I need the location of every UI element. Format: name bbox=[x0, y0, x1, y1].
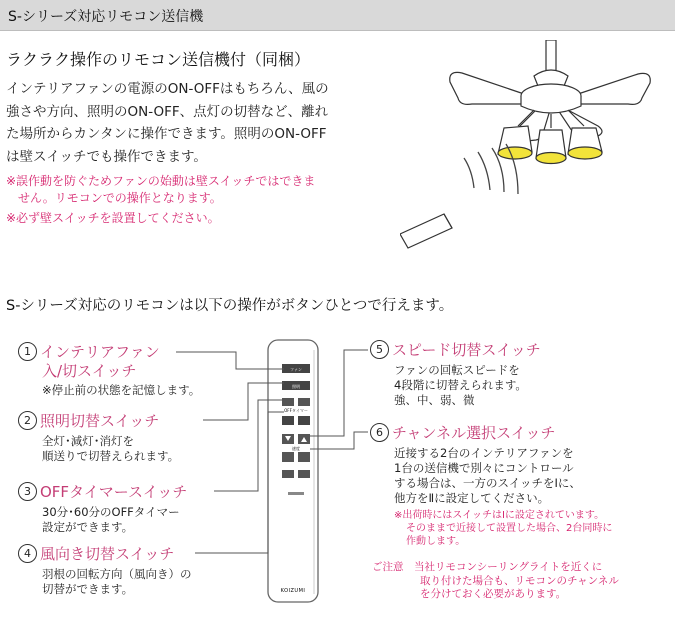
callout-light-switch bbox=[18, 411, 179, 464]
callout-desc: 30分･60分のOFFタイマー bbox=[42, 505, 180, 519]
section-heading: S-シリーズ対応のリモコンは以下の操作がボタンひとつで行えます。 bbox=[6, 298, 454, 314]
callout-desc: 4段階に切替えられます。 bbox=[394, 378, 527, 392]
callout-title: 入/切スイッチ bbox=[42, 362, 137, 380]
callout-desc: 順送りで切替えられます。 bbox=[42, 449, 180, 463]
caution-line: を分けておく必要があります。 bbox=[420, 588, 567, 600]
callout-note: 作動します。 bbox=[406, 536, 466, 547]
callout-title: チャンネル選択スイッチ bbox=[392, 424, 556, 442]
callout-desc: 羽根の回転方向（風向き）の bbox=[42, 567, 192, 581]
callout-title: 照明切替スイッチ bbox=[40, 412, 160, 430]
callout-desc: 切替ができます。 bbox=[42, 582, 134, 596]
intro-line: 強さや方向、照明のON-OFF、点灯の切替など、離れ bbox=[6, 103, 329, 120]
callout-desc: 設定ができます。 bbox=[42, 520, 134, 534]
main-heading: ラクラク操作のリモコン送信機付（同梱） bbox=[6, 50, 311, 69]
remote-timer-label: OFFタイマー bbox=[284, 408, 308, 413]
callout-title: OFFタイマースイッチ bbox=[40, 483, 188, 501]
intro-line: インテリアファンの電源のON-OFFはもちろん、風の bbox=[6, 81, 329, 97]
callout-title: 風向き切替スイッチ bbox=[40, 545, 175, 563]
note-line: ※誤作動を防ぐためファンの始動は壁スイッチではできま bbox=[6, 174, 316, 188]
callout-desc: 近接する2台のインテリアファンを bbox=[394, 446, 574, 460]
callout-desc: 全灯･減灯･消灯を bbox=[42, 434, 134, 448]
intro-line: は壁スイッチでも操作できます。 bbox=[6, 148, 207, 165]
callout-desc: 他方をⅡに設定してください。 bbox=[394, 491, 550, 505]
caution-line: 当社リモコンシーリングライトを近くに bbox=[414, 561, 603, 573]
intro-line: た場所からカンタンに操作できます。照明のON-OFF bbox=[6, 126, 327, 142]
callout-desc: する場合は、一方のスイッチをⅠに、 bbox=[394, 476, 581, 490]
caution-block bbox=[372, 561, 619, 602]
callout-title: スピード切替スイッチ bbox=[392, 341, 541, 359]
callout-channel-switch bbox=[370, 423, 612, 548]
header-title: S-シリーズ対応リモコン送信機 bbox=[8, 9, 204, 25]
callout-desc: 強、中、弱、微 bbox=[394, 393, 475, 407]
callout-number: 5 bbox=[370, 340, 389, 359]
callout-fan-switch bbox=[18, 342, 200, 398]
callout-desc: 1台の送信機で別々にコントロール bbox=[394, 461, 574, 475]
callout-note: そのままで近接して設置した場合、2台同時に bbox=[406, 523, 613, 534]
remote-fan-label: ファン bbox=[290, 367, 302, 372]
remote-brand: KOIZUMI bbox=[280, 588, 306, 594]
remote-speed-label: 速度 bbox=[292, 446, 300, 451]
callout-number: 6 bbox=[370, 423, 389, 442]
callout-note: ※出荷時にはスイッチはⅠに設定されています。 bbox=[394, 510, 605, 521]
callout-desc: ※停止前の状態を記憶します。 bbox=[42, 383, 201, 397]
callout-timer-switch bbox=[18, 482, 187, 535]
callout-number: 2 bbox=[18, 411, 37, 430]
callout-number: 3 bbox=[18, 482, 37, 501]
callout-speed-switch bbox=[370, 340, 541, 408]
remote-light-label: 照明 bbox=[292, 384, 300, 389]
callout-title: インテリアファン bbox=[40, 343, 160, 361]
note-wall-switch: ※必ず壁スイッチを設置してください。 bbox=[6, 211, 220, 225]
callout-direction-switch bbox=[18, 544, 192, 597]
callout-desc: ファンの回転スピードを bbox=[394, 363, 520, 377]
caution-line: 取り付けた場合も、リモコンのチャンネル bbox=[420, 574, 619, 587]
note-line: せん。リモコンでの操作となります。 bbox=[18, 191, 222, 205]
callout-number: 1 bbox=[18, 342, 37, 361]
callout-number: 4 bbox=[18, 544, 37, 563]
caution-label: ご注意 bbox=[372, 561, 404, 573]
